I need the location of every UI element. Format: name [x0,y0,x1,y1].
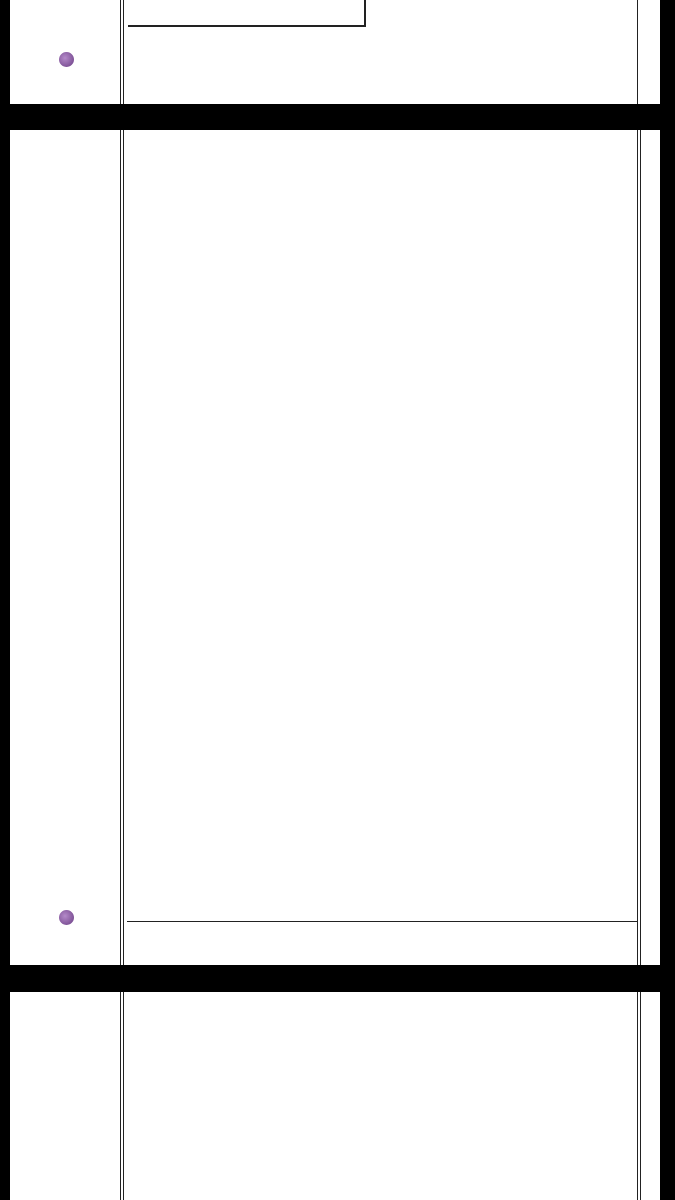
document-page [10,130,660,965]
margin-rule [637,992,638,1200]
margin-rule [120,992,121,1200]
margin-rule [123,0,124,104]
document-page-next [10,992,660,1200]
firm-logo [34,52,98,69]
margin-rule [640,130,641,965]
footer-rule [127,921,637,922]
margin-rule [120,130,121,965]
margin-rule [120,0,121,104]
firm-logo-icon [59,910,74,925]
document-page-fragment-top [10,0,660,104]
margin-rule [123,130,124,965]
margin-rule [637,0,638,104]
margin-rule [637,130,638,965]
margin-rule [640,992,641,1200]
margin-rule [123,992,124,1200]
firm-logo [34,910,98,927]
firm-logo-icon [59,52,74,67]
signature-box [128,0,366,27]
